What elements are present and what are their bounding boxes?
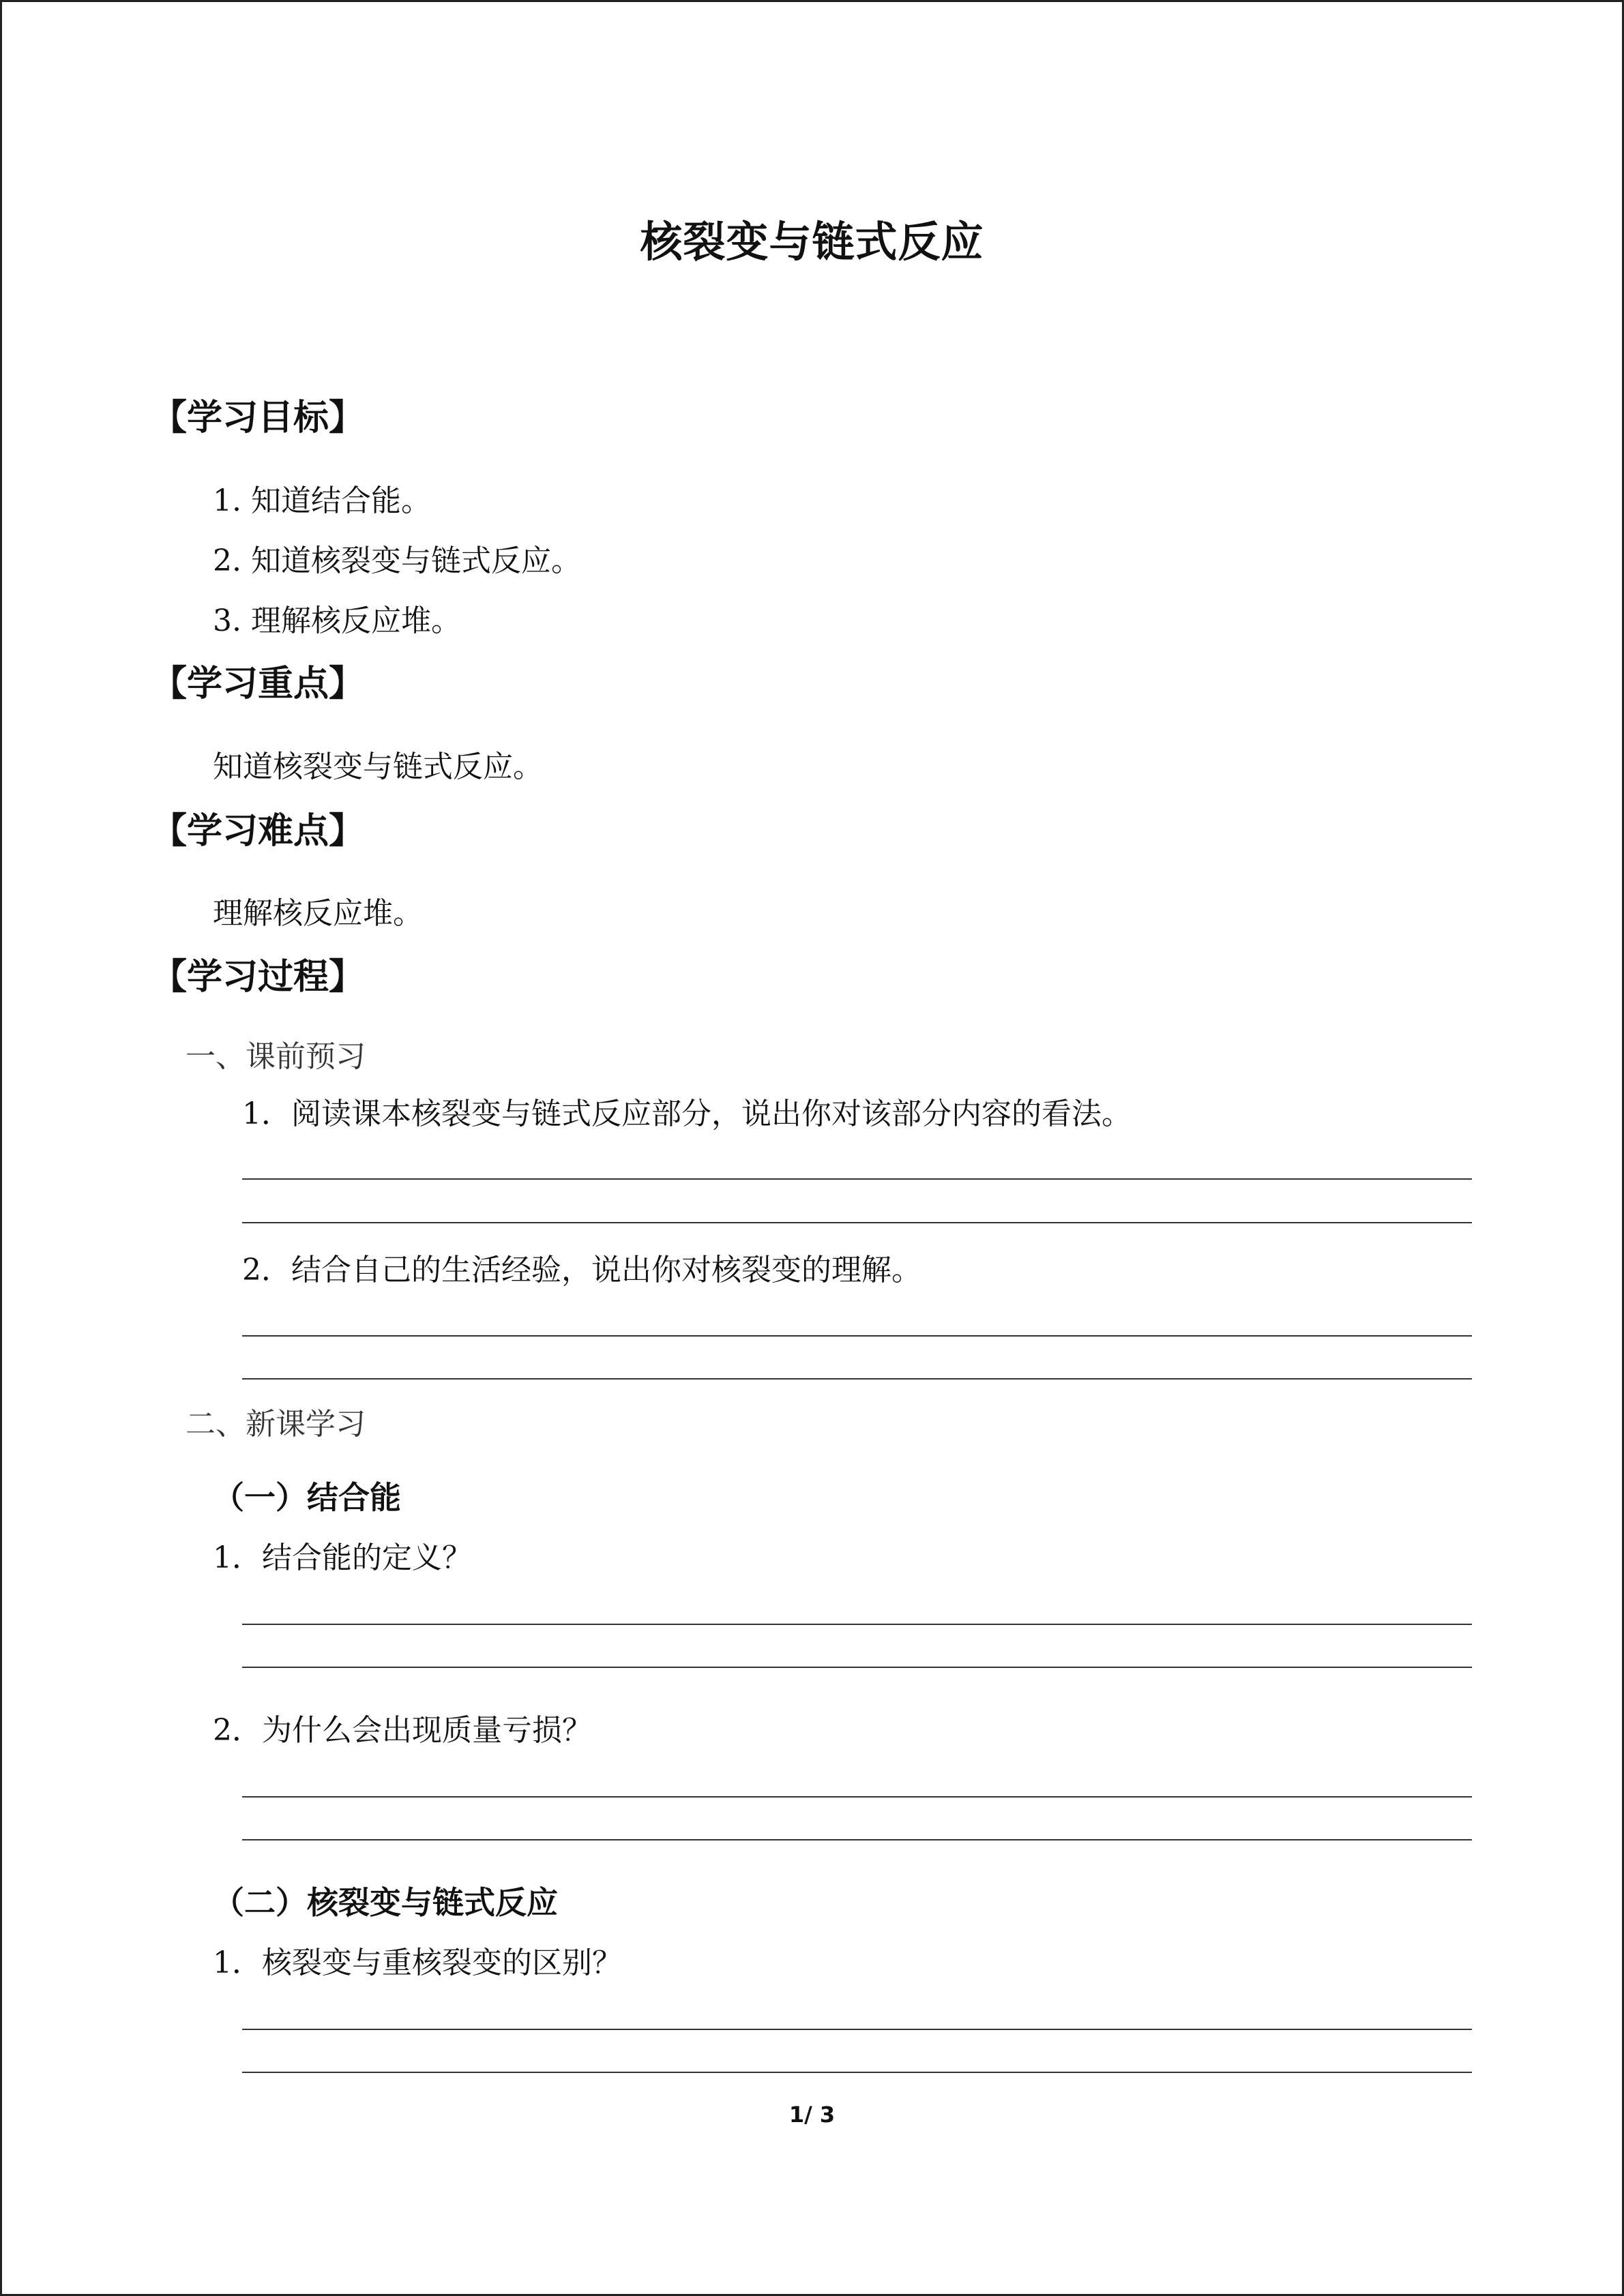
preview-title: 一、课前预习 — [186, 1039, 366, 1074]
difficulties-text: 理解核反应堆。 — [213, 896, 423, 931]
answer-line — [242, 1796, 1472, 1798]
new-lesson-title: 二、新课学习 — [186, 1407, 366, 1442]
answer-line — [242, 1839, 1472, 1840]
answer-line — [242, 1378, 1472, 1380]
preview-question-2: 2．结合自己的生活经验，说出你对核裂变的理解。 — [242, 1253, 921, 1287]
preview-question-1: 1．阅读课本核裂变与链式反应部分，说出你对该部分内容的看法。 — [242, 1097, 1132, 1131]
section-heading-key-points: 【学习重点】 — [151, 663, 365, 704]
answer-line — [242, 1667, 1472, 1668]
answer-line — [242, 2029, 1472, 2030]
section-heading-difficulties: 【学习难点】 — [151, 810, 365, 852]
section-heading-process: 【学习过程】 — [151, 956, 365, 998]
part2-question-1: 1．核裂变与重核裂变的区别？ — [213, 1945, 622, 1980]
objective-item: 2. 知道核裂变与链式反应。 — [213, 543, 581, 578]
part2-title: （二）核裂变与链式反应 — [213, 1884, 558, 1921]
answer-line — [242, 1335, 1472, 1337]
page-number: 1/ 3 — [788, 2102, 836, 2128]
key-points-text: 知道核裂变与链式反应。 — [213, 749, 543, 784]
objective-item: 1. 知道结合能。 — [213, 483, 431, 518]
part1-title: （一）结合能 — [213, 1479, 401, 1516]
part1-question-2: 2．为什么会出现质量亏损？ — [213, 1713, 592, 1748]
answer-line — [242, 1624, 1472, 1625]
answer-line — [242, 2072, 1472, 2073]
part1-question-1: 1．结合能的定义？ — [213, 1540, 472, 1575]
page-title: 核裂变与链式反应 — [640, 217, 984, 267]
section-heading-objectives: 【学习目标】 — [151, 397, 365, 438]
answer-line — [242, 1178, 1472, 1180]
objective-item: 3. 理解核反应堆。 — [213, 603, 461, 638]
answer-line — [242, 1222, 1472, 1223]
